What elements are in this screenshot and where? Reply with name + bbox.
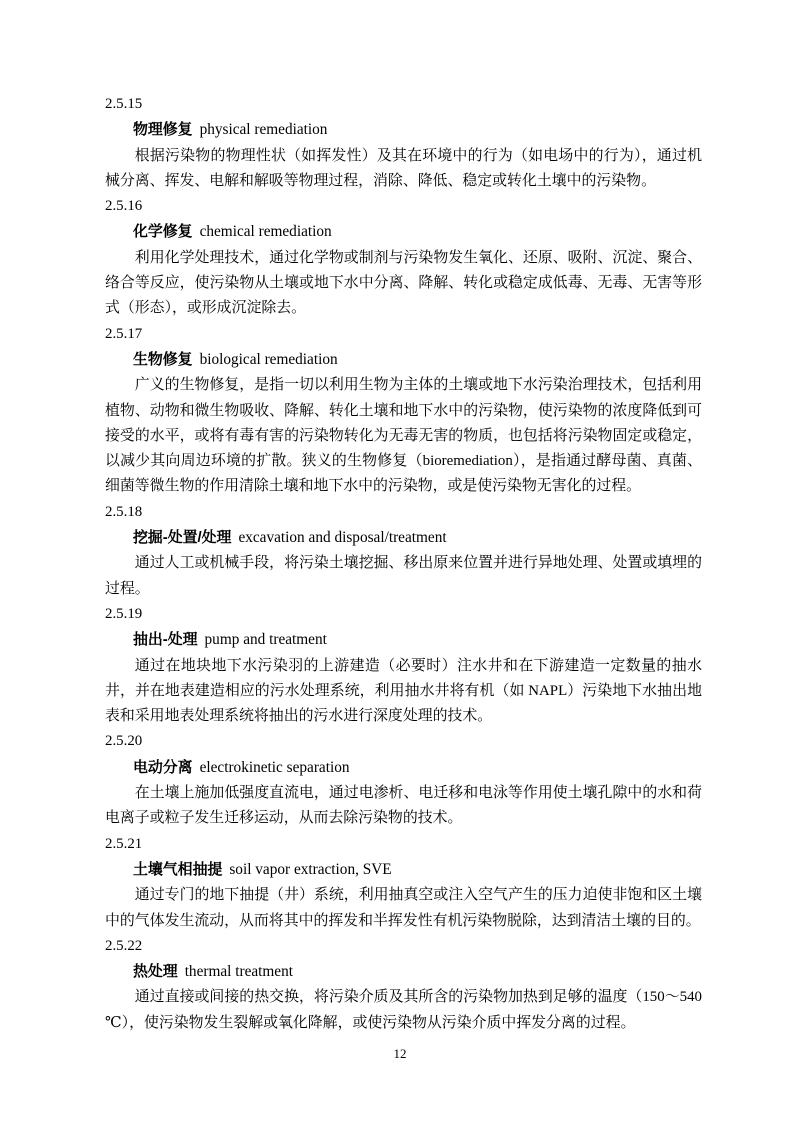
entry-term — [105, 627, 702, 653]
entry-definition: 在土壤上施加低强度直流电，通过电渗析、电迁移和电泳等作用使土壤孔隙中的水和荷电离子或粒子发生迁移运动，从而去除污染物的技术。 — [105, 785, 702, 827]
term-en: soil vapor extraction, SVE — [229, 860, 392, 878]
term-en: physical remediation — [199, 121, 328, 139]
term-zh: 生物修复 — [133, 351, 193, 368]
entry-definition: 通过人工或机械手段，将污染土壤挖掘、移出原来位置并进行异地处理、处置或填埋的过程。 — [105, 555, 702, 597]
term-en: electrokinetic separation — [199, 758, 350, 776]
entry-definition: 根据污染物的物理性状（如挥发性）及其在环境中的行为（如电场中的行为），通过机械分离、挥发、电解和解吸等物理过程，消除、降低、稳定或转化土壤中的污染物。 — [105, 147, 702, 189]
entry-number: 2.5.15 — [105, 96, 143, 112]
term-zh: 物理修复 — [133, 122, 193, 139]
term-en: biological remediation — [199, 350, 338, 368]
term-entry — [105, 322, 702, 500]
term-en: pump and treatment — [204, 631, 327, 649]
entry-term — [105, 857, 702, 883]
term-entry — [105, 500, 702, 602]
entry-term — [105, 525, 702, 551]
entry-definition: 通过在地块地下水污染羽的上游建造（必要时）注水井和在下游建造一定数量的抽水井，并在地表建造相应的污水处理系统，利用抽水井将有机（如 NAPL）污染地下水抽出地表和采用地表处理系统将抽出的污水进行深度处理的技术。 — [105, 657, 702, 725]
term-entry — [105, 832, 702, 934]
term-zh: 挖掘-处置/处理 — [133, 530, 232, 547]
page-number: 12 — [393, 1046, 407, 1061]
term-entry — [105, 934, 702, 1036]
term-entry — [105, 602, 702, 729]
term-zh: 热处理 — [133, 964, 178, 981]
term-zh: 电动分离 — [133, 759, 193, 776]
term-entry — [105, 92, 702, 194]
entry-term — [105, 117, 702, 143]
entry-number: 2.5.22 — [105, 937, 143, 954]
entry-term — [105, 219, 702, 245]
term-zh: 化学修复 — [133, 224, 193, 241]
entry-number: 2.5.18 — [105, 503, 143, 520]
entry-number: 2.5.21 — [105, 835, 143, 852]
entry-term — [105, 959, 702, 985]
entry-definition: 广义的生物修复，是指一切以利用生物为主体的土壤或地下水污染治理技术，包括利用植物、动物和微生物吸收、降解、转化土壤和地下水中的污染物，使污染物的浓度降低到可接受的水平，或将有毒有害的污染物转化为无毒无害的物质，也包括将污染物固定或稳定，以减少其向周边环境的扩散。狭义的生物修复（bioremediation），是指通过酵母菌、真菌、细菌等微生物的作用清除土壤和地下水中的污染物，或是使污染物无害化的过程。 — [105, 377, 702, 495]
entry-term — [105, 347, 702, 373]
term-zh: 抽出-处理 — [133, 632, 198, 649]
term-en: chemical remediation — [199, 223, 332, 241]
entry-number: 2.5.19 — [105, 605, 143, 622]
entry-number: 2.5.16 — [105, 198, 143, 215]
entry-definition: 利用化学处理技术，通过化学物或制剂与污染物发生氧化、还原、吸附、沉淀、聚合、络合等反应，使污染物从土壤或地下水中分离、降解、转化或稳定成低毒、无毒、无害等形式（形态），或形成沉淀除去。 — [105, 249, 702, 317]
entry-definition: 通过专门的地下抽提（井）系统，利用抽真空或注入空气产生的压力迫使非饱和区土壤中的气体发生流动，从而将其中的挥发和半挥发性有机污染物脱除，达到清洁土壤的目的。 — [105, 887, 702, 929]
term-entry — [105, 729, 702, 831]
term-en: thermal treatment — [184, 963, 293, 981]
entry-number: 2.5.20 — [105, 733, 143, 750]
term-en: excavation and disposal/treatment — [238, 529, 447, 547]
entry-definition: 通过直接或间接的热交换，将污染介质及其所含的污染物加热到足够的温度（150～540 ℃），使污染物发生裂解或氧化降解，或使污染物从污染介质中挥发分离的过程。 — [105, 989, 702, 1031]
terms-content — [105, 92, 702, 1036]
entry-number: 2.5.17 — [105, 325, 143, 342]
term-zh: 土壤气相抽提 — [133, 861, 223, 878]
term-entry — [105, 194, 702, 321]
entry-term — [105, 755, 702, 781]
